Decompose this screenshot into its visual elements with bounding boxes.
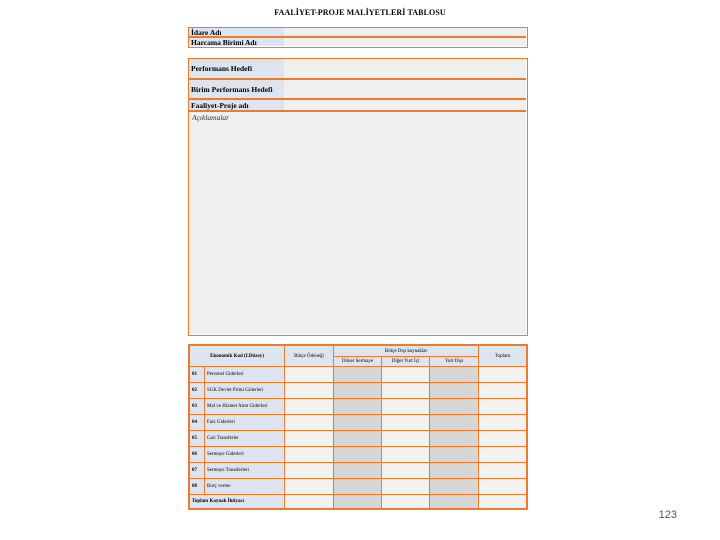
foreign-cell[interactable] <box>430 367 479 383</box>
total-row <box>190 495 527 509</box>
activity-project-value[interactable] <box>284 100 526 110</box>
row-code: 08 <box>190 479 205 495</box>
subcol-header: Diğer Yurt İçi <box>382 357 430 367</box>
row-label: Cari Transferler <box>205 431 285 447</box>
revolving-cell[interactable] <box>334 479 382 495</box>
row-label: Faiz Giderleri <box>205 415 285 431</box>
revolving-cell[interactable] <box>334 431 382 447</box>
table-row <box>190 399 527 415</box>
domestic-cell[interactable] <box>382 447 430 463</box>
budget-cell[interactable] <box>285 431 334 447</box>
unit-name-label: Harcama Birimi Adı <box>189 38 284 46</box>
budget-cell[interactable] <box>285 367 334 383</box>
row-code: 03 <box>190 399 205 415</box>
table-row <box>190 383 527 399</box>
page-number: 123 <box>658 509 677 521</box>
revolving-cell[interactable] <box>334 367 382 383</box>
description-label: Açıklamalar <box>192 113 230 122</box>
row-label: Borç verme <box>205 479 285 495</box>
foreign-cell[interactable] <box>430 383 479 399</box>
admin-info-box <box>188 27 528 48</box>
domestic-cell[interactable] <box>382 383 430 399</box>
table-row <box>190 463 527 479</box>
row-code: 04 <box>190 415 205 431</box>
table-row <box>190 447 527 463</box>
table-row <box>190 431 527 447</box>
row-code: 02 <box>190 383 205 399</box>
row-label: Sermaye Transferleri <box>205 463 285 479</box>
row-code: 06 <box>190 447 205 463</box>
domestic-cell[interactable] <box>382 463 430 479</box>
total-cell[interactable] <box>479 383 527 399</box>
total-header: Toplam <box>479 346 527 367</box>
foreign-cell[interactable] <box>430 447 479 463</box>
page-title: FAALİYET-PROJE MALİYETLERİ TABLOSU <box>274 8 446 17</box>
table-row <box>190 479 527 495</box>
budget-cell[interactable] <box>285 383 334 399</box>
budget-total-cell[interactable] <box>285 495 334 509</box>
foreign-cell[interactable] <box>430 463 479 479</box>
unit-performance-goal-value[interactable] <box>284 80 526 98</box>
performance-goal-value[interactable] <box>284 59 526 78</box>
foreign-cell[interactable] <box>430 415 479 431</box>
revolving-total-cell[interactable] <box>334 495 382 509</box>
row-label: Sermaye Giderleri <box>205 447 285 463</box>
subcol-header: Döner Sermaye <box>334 357 382 367</box>
cost-table-box <box>188 344 528 510</box>
domestic-cell[interactable] <box>382 367 430 383</box>
description-area[interactable] <box>189 112 526 334</box>
row-label: Personel Giderleri <box>205 367 285 383</box>
admin-name-label: İdare Adı <box>189 28 284 36</box>
budget-cell[interactable] <box>285 415 334 431</box>
total-cell[interactable] <box>479 479 527 495</box>
performance-box <box>188 58 528 336</box>
row-code: 05 <box>190 431 205 447</box>
budget-cell[interactable] <box>285 399 334 415</box>
foreign-total-cell[interactable] <box>430 495 479 509</box>
budget-header: Bütçe Ödeneği <box>285 346 334 367</box>
row-label: SGK Devlet Primi Giderleri <box>205 383 285 399</box>
table-row <box>190 415 527 431</box>
budget-cell[interactable] <box>285 463 334 479</box>
total-cell[interactable] <box>479 367 527 383</box>
revolving-cell[interactable] <box>334 415 382 431</box>
foreign-cell[interactable] <box>430 431 479 447</box>
total-cell[interactable] <box>479 399 527 415</box>
total-cell[interactable] <box>479 463 527 479</box>
total-row-label: Toplam Kaynak İhtiyacı <box>190 495 285 509</box>
cost-table <box>189 345 527 509</box>
revolving-cell[interactable] <box>334 447 382 463</box>
revolving-cell[interactable] <box>334 383 382 399</box>
revolving-cell[interactable] <box>334 463 382 479</box>
admin-name-value[interactable] <box>284 28 526 36</box>
budget-cell[interactable] <box>285 447 334 463</box>
revolving-cell[interactable] <box>334 399 382 415</box>
domestic-cell[interactable] <box>382 431 430 447</box>
row-label: Mal ve Hizmet Alım Giderleri <box>205 399 285 415</box>
domestic-cell[interactable] <box>382 479 430 495</box>
economic-code-header: Ekonomik Kod (I.Düzey) <box>190 346 285 367</box>
subcol-header: Yurt Dışı <box>430 357 479 367</box>
domestic-total-cell[interactable] <box>382 495 430 509</box>
off-budget-header: Bütçe Dışı kaynaklar <box>334 346 479 357</box>
table-row <box>190 367 527 383</box>
performance-goal-label: Performans Hedefi <box>189 59 284 78</box>
domestic-cell[interactable] <box>382 415 430 431</box>
foreign-cell[interactable] <box>430 479 479 495</box>
grand-total-cell[interactable] <box>479 495 527 509</box>
activity-project-label: Faaliyet-Proje adı <box>189 100 284 110</box>
total-cell[interactable] <box>479 415 527 431</box>
row-code: 07 <box>190 463 205 479</box>
unit-performance-goal-label: Birim Performans Hedefi <box>189 80 284 98</box>
domestic-cell[interactable] <box>382 399 430 415</box>
foreign-cell[interactable] <box>430 399 479 415</box>
unit-name-value[interactable] <box>284 38 526 46</box>
total-cell[interactable] <box>479 447 527 463</box>
row-code: 01 <box>190 367 205 383</box>
total-cell[interactable] <box>479 431 527 447</box>
budget-cell[interactable] <box>285 479 334 495</box>
